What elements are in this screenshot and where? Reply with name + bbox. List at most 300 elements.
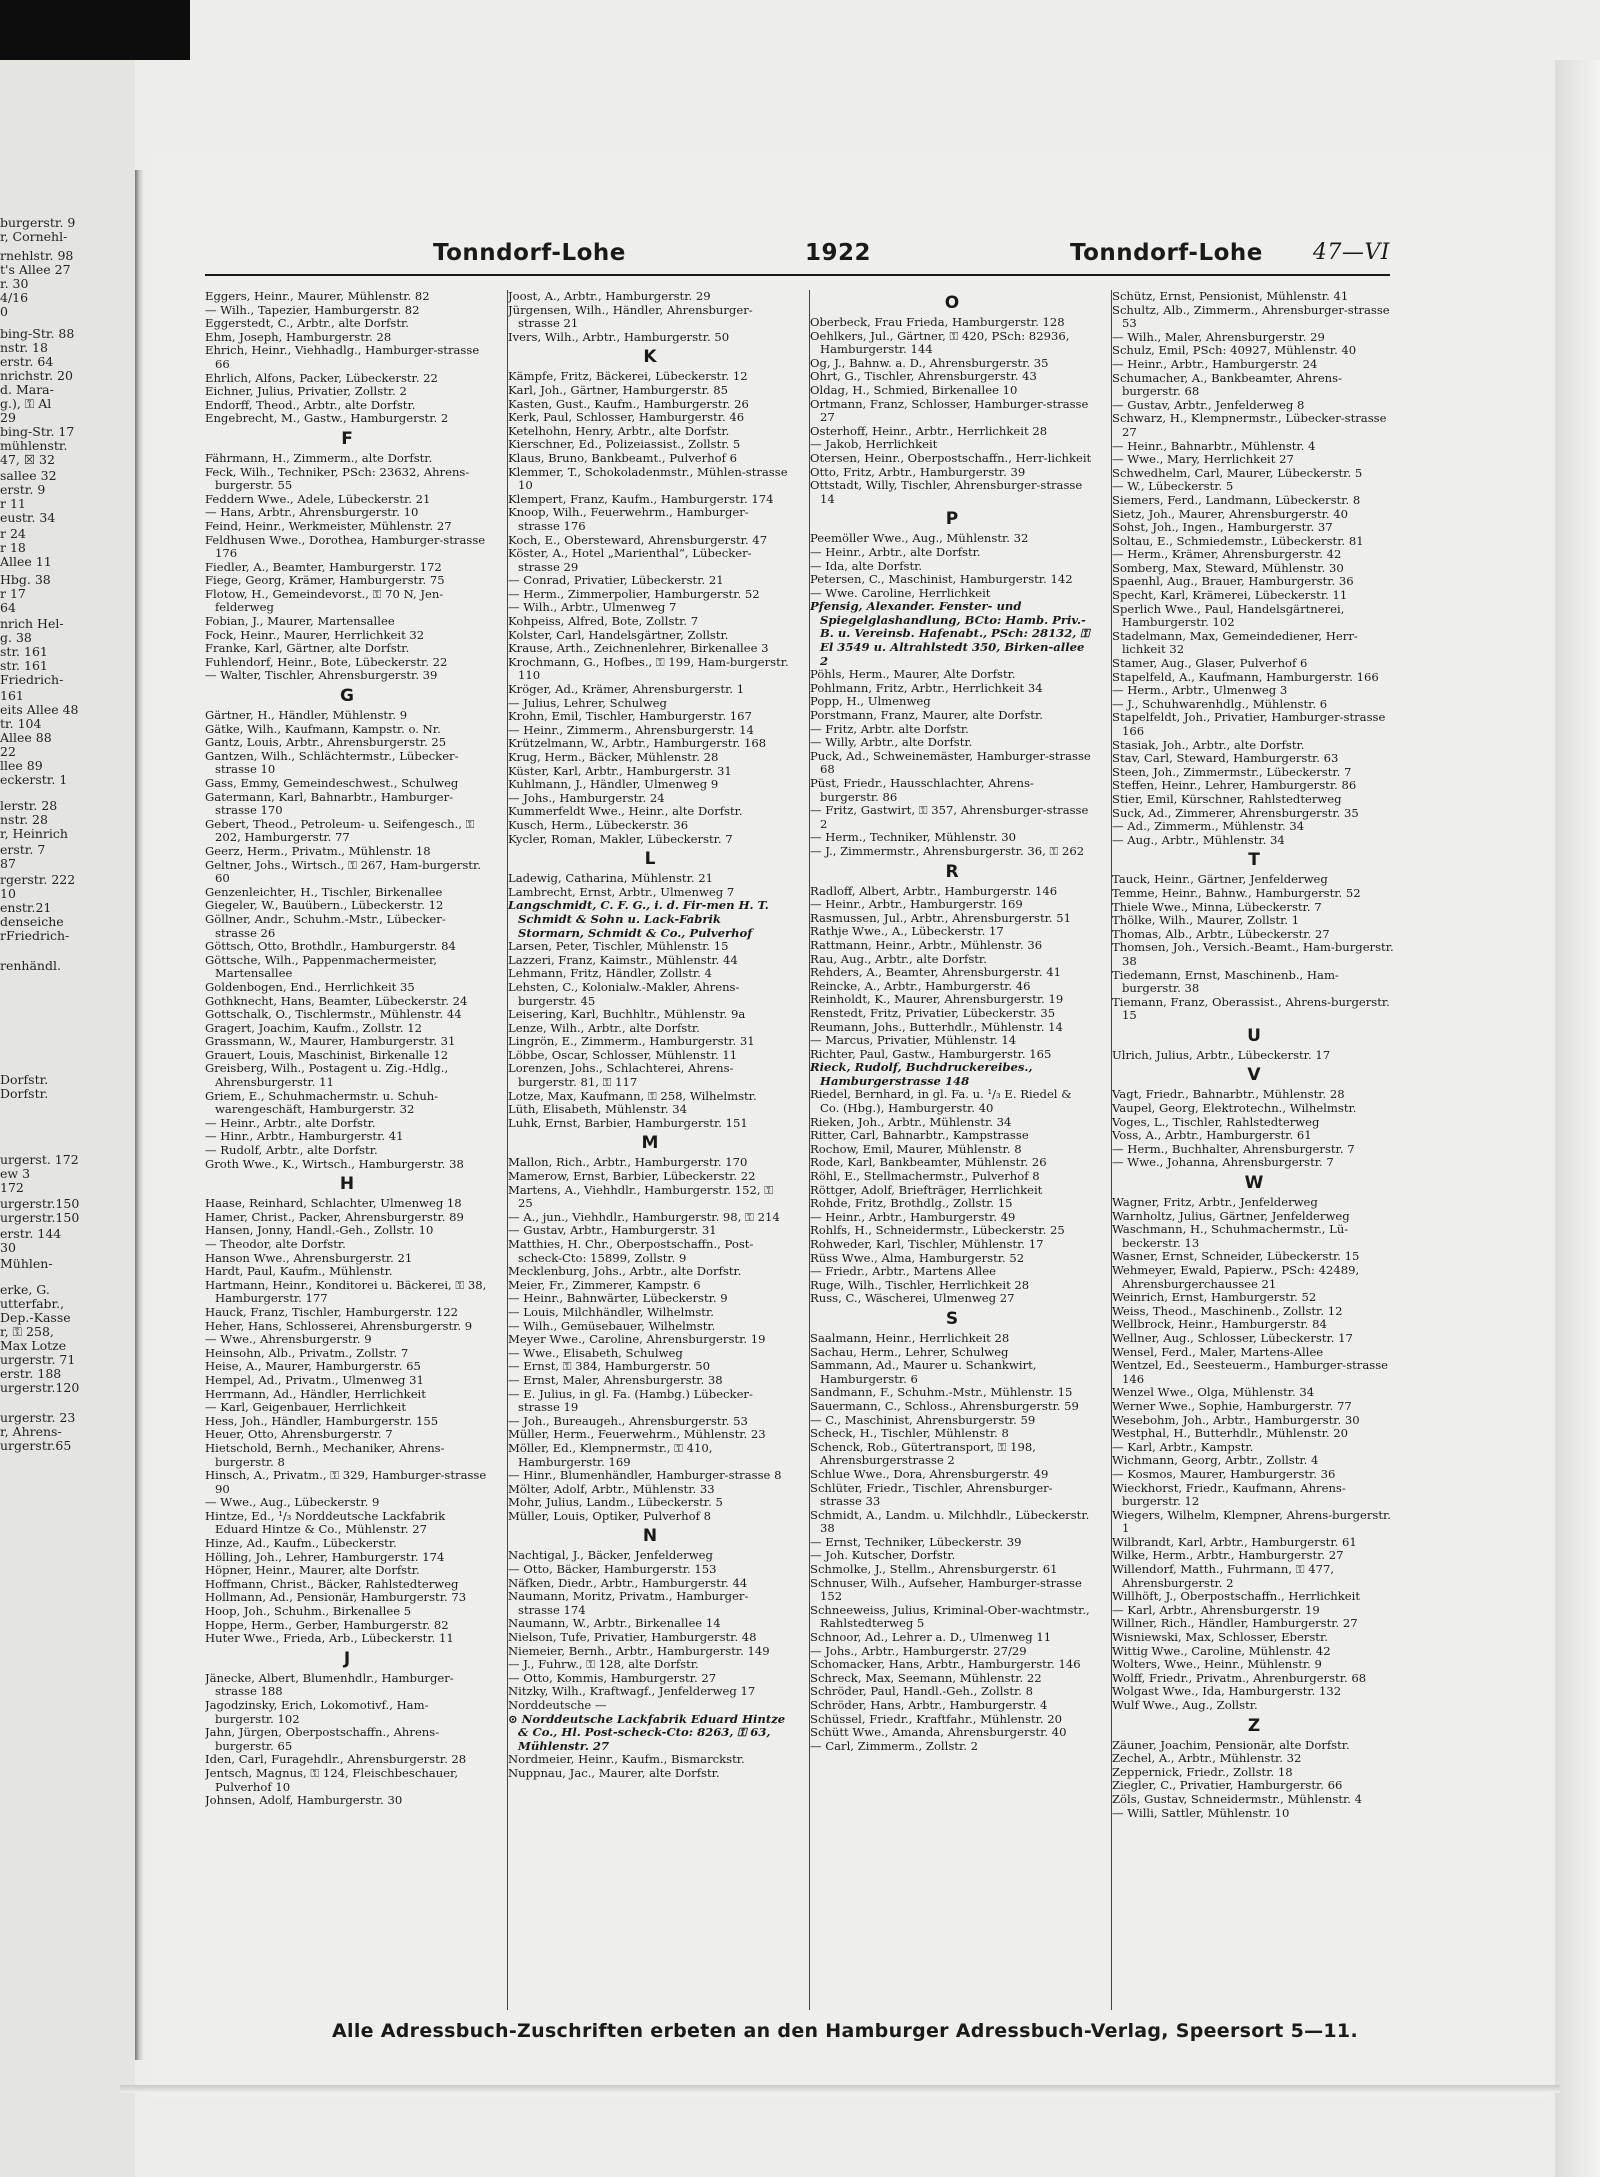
section-letter: W bbox=[1244, 1173, 1264, 1194]
directory-entry: Gass, Emmy, Gemeindeschwest., Schulweg bbox=[205, 776, 459, 790]
section-letter: U bbox=[1247, 1025, 1261, 1046]
directory-entry: — Rudolf, Arbtr., alte Dorfstr. bbox=[205, 1143, 378, 1158]
directory-entry: Stav, Carl, Steward, Hamburgerstr. 63 bbox=[1112, 751, 1339, 766]
directory-entry: Vagt, Friedr., Bahnarbtr., Mühlenstr. 28 bbox=[1112, 1087, 1345, 1102]
directory-entry: Knoop, Wilh., Feuerwehrm., Hamburger-strasse 176 bbox=[508, 505, 749, 533]
previous-page-fragment: erke, G. bbox=[0, 1282, 50, 1297]
previous-page-fragment: g. 38 bbox=[0, 630, 32, 645]
directory-entry: Jürgensen, Wilh., Händler, Ahrensburger-strasse 21 bbox=[508, 302, 753, 331]
previous-page-fragment: rnehlstr. 98 bbox=[0, 248, 74, 263]
directory-entry: Waschmann, H., Schuhmachermstr., Lü-beckerstr. 13 bbox=[1112, 1222, 1349, 1250]
directory-entry: Sachau, Herm., Lehrer, Schulweg bbox=[810, 1344, 1009, 1359]
previous-page-fragment: Dep.-Kasse bbox=[0, 1310, 71, 1325]
directory-entry: — J., Schuhwarenhdlg., Mühlenstr. 6 bbox=[1112, 696, 1328, 711]
directory-entry: Voss, A., Arbtr., Hamburgerstr. 61 bbox=[1112, 1128, 1312, 1143]
directory-entry: Nordmeier, Heinr., Kaufm., Bismarckstr. bbox=[508, 1752, 745, 1767]
directory-entry: — Kosmos, Maurer, Hamburgerstr. 36 bbox=[1112, 1466, 1336, 1481]
directory-entry: Ruge, Wilh., Tischler, Herrlichkeit 28 bbox=[810, 1277, 1030, 1292]
previous-page-fragment: renhändl. bbox=[0, 958, 61, 973]
directory-entry: Schüssel, Friedr., Kraftfahr., Mühlenstr. 20 bbox=[810, 1711, 1063, 1726]
directory-entry: Wellner, Aug., Schlosser, Lübeckerstr. 17 bbox=[1112, 1330, 1353, 1345]
directory-entry: Reincke, A., Arbtr., Hamburgerstr. 46 bbox=[810, 978, 1031, 993]
directory-entry: Ketelhohn, Henry, Arbtr., alte Dorfstr. bbox=[508, 423, 730, 438]
directory-entry: Niemeier, Bernh., Arbtr., Hamburgerstr. 149 bbox=[508, 1643, 770, 1658]
previous-page-fragment: 87 bbox=[0, 856, 16, 871]
previous-page-fragment: Dorfstr. bbox=[0, 1086, 49, 1101]
directory-entry: Voges, L., Tischler, Rahlstedterweg bbox=[1112, 1114, 1320, 1129]
directory-entry: Flotow, H., Gemeindevorst., ⚿ 70 N, Jen-felderweg bbox=[205, 586, 444, 615]
directory-entry: Geltner, Johs., Wirtsch., ⚿ 267, Ham-burgerstr. 60 bbox=[205, 857, 481, 886]
directory-entry: Hintze, Ed., ¹/₃ Norddeutsche Lackfabrik Eduard Hintze & Co., Mühlenstr. 27 bbox=[205, 1508, 446, 1537]
previous-page-fragment: nrich Hel- bbox=[0, 616, 64, 631]
column-1 bbox=[205, 290, 489, 2010]
directory-entry: Sohst, Joh., Ingen., Hamburgerstr. 37 bbox=[1112, 520, 1333, 535]
directory-entry: Gätke, Wilh., Kaufmann, Kampstr. o. Nr. bbox=[205, 721, 441, 736]
page-number: 47—VI bbox=[1312, 240, 1390, 265]
directory-entry: Krause, Arth., Zeichnenlehrer, Birkenallee 3 bbox=[508, 641, 769, 656]
directory-entry: Specht, Karl, Krämerei, Lübeckerstr. 11 bbox=[1112, 588, 1348, 603]
directory-entry: Sperlich Wwe., Paul, Handelsgärtnerei, Hamburgerstr. 102 bbox=[1112, 601, 1345, 630]
previous-page-fragment: eustr. 34 bbox=[0, 510, 56, 525]
directory-entry: Gebert, Theod., Petroleum- u. Seifengesch., ⚿ 202, Hamburgerstr. 77 bbox=[205, 816, 475, 845]
directory-entry: Grauert, Louis, Maschinist, Birkenalle 12 bbox=[205, 1047, 449, 1062]
directory-entry: — Hinr., Blumenhändler, Hamburger-strasse 8 bbox=[508, 1468, 782, 1483]
directory-entry: — Wwe., Elisabeth, Schulweg bbox=[508, 1345, 683, 1360]
directory-entry: Wilbrandt, Karl, Arbtr., Hamburgerstr. 61 bbox=[1112, 1534, 1357, 1549]
directory-entry: — Herm., Techniker, Mühlenstr. 30 bbox=[810, 830, 1017, 845]
directory-entry: Krug, Herm., Bäcker, Mühlenstr. 28 bbox=[508, 750, 719, 764]
directory-entry: — Theodor, alte Dorfstr. bbox=[205, 1237, 346, 1251]
directory-entry: Kröger, Ad., Krämer, Ahrensburgerstr. 1 bbox=[508, 682, 745, 697]
directory-entry: Löbbe, Oscar, Schlosser, Mühlenstr. 11 bbox=[508, 1047, 738, 1062]
directory-entry: Johnsen, Adolf, Hamburgerstr. 30 bbox=[205, 1793, 403, 1808]
directory-entry: — Fritz, Gastwirt, ⚿ 357, Ahrensburger-strasse 2 bbox=[810, 803, 1089, 831]
directory-entry: — Wilh., Arbtr., Ulmenweg 7 bbox=[508, 600, 677, 615]
directory-entry: Schröder, Hans, Arbtr., Hamburgerstr. 4 bbox=[810, 1698, 1048, 1712]
previous-page-fragment: 47, ☒ 32 bbox=[0, 452, 55, 467]
advertisement-entry: Rieck, Rudolf, Buchdruckereibes., Hamburgerstrasse 148 bbox=[810, 1060, 1033, 1088]
directory-entry: Hinze, Ad., Kaufm., Lübeckerstr. bbox=[205, 1536, 397, 1551]
directory-entry: Rode, Karl, Bankbeamter, Mühlenstr. 26 bbox=[810, 1155, 1047, 1170]
directory-entry: — Willi, Sattler, Mühlenstr. 10 bbox=[1112, 1805, 1290, 1820]
directory-entry: — C., Maschinist, Ahrensburgerstr. 59 bbox=[810, 1412, 1036, 1427]
directory-entry: — Wilh., Maler, Ahrensburgerstr. 29 bbox=[1112, 329, 1325, 344]
directory-entry: Gantz, Louis, Arbtr., Ahrensburgerstr. 25 bbox=[205, 735, 447, 750]
directory-entry: Rohde, Fritz, Brothdlg., Zollstr. 15 bbox=[810, 1196, 1013, 1211]
directory-entry: — J., Fuhrw., ⚿ 128, alte Dorfstr. bbox=[508, 1657, 699, 1672]
directory-entry: Schwedhelm, Carl, Maurer, Lübeckerstr. 5 bbox=[1112, 465, 1363, 480]
previous-page-fragment: r 11 bbox=[0, 496, 26, 511]
directory-entry: Gärtner, H., Händler, Mühlenstr. 9 bbox=[205, 708, 408, 723]
directory-entry: Stasiak, Joh., Arbtr., alte Dorfstr. bbox=[1112, 737, 1305, 752]
directory-entry: Lorenzen, Johs., Schlachterei, Ahrens-burgerstr. 81, ⚿ 117 bbox=[508, 1061, 734, 1090]
directory-entry: Schütz, Ernst, Pensionist, Mühlenstr. 41 bbox=[1112, 290, 1349, 303]
previous-page-fragment: rgerstr. 222 bbox=[0, 872, 76, 887]
directory-entry: Larsen, Peter, Tischler, Mühlenstr. 15 bbox=[508, 939, 729, 954]
directory-entry: Kycler, Roman, Makler, Lübeckerstr. 7 bbox=[508, 831, 733, 846]
previous-page-fragment: t's Allee 27 bbox=[0, 262, 71, 277]
directory-entry: Griem, E., Schuhmachermstr. u. Schuh-warengeschäft, Hamburgerstr. 32 bbox=[205, 1088, 439, 1117]
directory-entry: Saalmann, Heinr., Herrlichkeit 28 bbox=[810, 1330, 1010, 1345]
directory-entry: Rohlfs, H., Schneidermstr., Lübeckerstr. 25 bbox=[810, 1223, 1065, 1238]
directory-entry: — W., Lübeckerstr. 5 bbox=[1112, 479, 1234, 494]
previous-page-fragment: r, Cornehl- bbox=[0, 229, 68, 244]
directory-entry: Kasten, Gust., Kaufm., Hamburgerstr. 26 bbox=[508, 396, 749, 411]
previous-page-fragment: nstr. 28 bbox=[0, 812, 48, 827]
directory-entry: Fährmann, H., Zimmerm., alte Dorfstr. bbox=[205, 450, 433, 465]
directory-entry: — Herm., Krämer, Ahrensburgerstr. 42 bbox=[1112, 547, 1342, 562]
directory-columns bbox=[205, 290, 1395, 2010]
directory-entry: Hietschold, Bernh., Mechaniker, Ahrens-burgerstr. 8 bbox=[205, 1440, 445, 1469]
previous-page-fragment: r 18 bbox=[0, 540, 26, 555]
directory-entry: Sietz, Joh., Maurer, Ahrensburgerstr. 40 bbox=[1112, 506, 1349, 521]
previous-page-fragment: r, Ahrens- bbox=[0, 1424, 62, 1439]
directory-entry: Groth Wwe., K., Wirtsch., Hamburgerstr. 38 bbox=[205, 1156, 464, 1171]
directory-entry: — Wwe., Aug., Lübeckerstr. 9 bbox=[205, 1495, 380, 1510]
directory-entry: Wenzel Wwe., Olga, Mühlenstr. 34 bbox=[1112, 1385, 1315, 1400]
previous-page-fragment: urgerstr.65 bbox=[0, 1438, 72, 1453]
directory-entry: Eggers, Heinr., Maurer, Mühlenstr. 82 bbox=[205, 290, 430, 303]
section-letter: J bbox=[343, 1648, 351, 1669]
directory-entry: Wensel, Ferd., Maler, Martens-Allee bbox=[1112, 1344, 1324, 1359]
directory-entry: Leisering, Karl, Buchhltr., Mühlenstr. 9a bbox=[508, 1007, 746, 1022]
directory-entry: — Wwe., Mary, Herrlichkeit 27 bbox=[1112, 452, 1294, 467]
previous-page-fragment: urgerstr.120 bbox=[0, 1380, 80, 1395]
previous-page-fragment: mühlenstr. bbox=[0, 438, 68, 453]
directory-entry: Otto, Fritz, Arbtr., Hamburgerstr. 39 bbox=[810, 464, 1026, 479]
directory-entry: Feldhusen Wwe., Dorothea, Hamburger-strasse 176 bbox=[205, 532, 486, 561]
previous-page-fragment: r. 30 bbox=[0, 276, 29, 291]
directory-entry: Herrmann, Ad., Händler, Herrlichkeit bbox=[205, 1386, 426, 1401]
footer-notice: Alle Adressbuch-Zuschriften erbeten an den Hamburger Adressbuch-Verlag, Speersort 5—11. bbox=[332, 2020, 1358, 2042]
previous-page-fragment: llee 89 bbox=[0, 758, 43, 773]
directory-entry: Gottschalk, O., Tischlermstr., Mühlenstr. 44 bbox=[205, 1007, 462, 1022]
directory-entry: Vaupel, Georg, Elektrotechn., Wilhelmstr. bbox=[1112, 1101, 1357, 1116]
directory-entry: Wilke, Herm., Arbtr., Hamburgerstr. 27 bbox=[1112, 1548, 1344, 1563]
directory-entry: Lehmann, Fritz, Händler, Zollstr. 4 bbox=[508, 966, 712, 981]
directory-entry: Nachtigal, J., Bäcker, Jenfelderweg bbox=[508, 1548, 713, 1563]
section-letter: K bbox=[643, 347, 657, 368]
directory-entry: Naumann, Moritz, Privatm., Hamburger-strasse 174 bbox=[508, 1589, 749, 1617]
directory-entry: — Joh. Kutscher, Dorfstr. bbox=[810, 1548, 956, 1563]
previous-page-fragment: erstr. 144 bbox=[0, 1226, 62, 1241]
directory-entry: — Heinr., Arbtr., Hamburgerstr. 49 bbox=[810, 1209, 1016, 1224]
section-letter: S bbox=[945, 1308, 959, 1329]
directory-entry: Wagner, Fritz, Arbtr., Jenfelderweg bbox=[1112, 1195, 1318, 1210]
directory-entry: Lambrecht, Ernst, Arbtr., Ulmenweg 7 bbox=[508, 884, 735, 899]
directory-entry: Schmidt, A., Landm. u. Milchhdlr., Lübeckerstr. 38 bbox=[810, 1507, 1090, 1536]
directory-entry: — Johs., Arbtr., Hamburgerstr. 27/29 bbox=[810, 1643, 1027, 1658]
directory-entry: Wisniewski, Max, Schlosser, Eberstr. bbox=[1112, 1630, 1328, 1645]
directory-entry: Werner Wwe., Sophie, Hamburgerstr. 77 bbox=[1112, 1398, 1352, 1413]
directory-entry: Rehders, A., Beamter, Ahrensburgerstr. 41 bbox=[810, 965, 1061, 980]
directory-entry: Meyer Wwe., Caroline, Ahrensburgerstr. 19 bbox=[508, 1332, 766, 1347]
directory-entry: Schlüter, Friedr., Tischler, Ahrensburger-strasse 33 bbox=[810, 1480, 1053, 1509]
section-letter: M bbox=[641, 1133, 659, 1154]
directory-entry: Ziegler, C., Privatier, Hamburgerstr. 66 bbox=[1112, 1778, 1343, 1793]
directory-entry: Rochow, Emil, Maurer, Mühlenstr. 8 bbox=[810, 1141, 1022, 1156]
previous-page-fragment: urgerst. 172 bbox=[0, 1152, 79, 1167]
directory-entry: — Jakob, Herrlichkeit bbox=[810, 437, 938, 452]
previous-page-fragment: enstr.21 bbox=[0, 900, 52, 915]
previous-page-fragment: erstr. 7 bbox=[0, 842, 46, 857]
previous-page-fragment: denseiche bbox=[0, 914, 64, 929]
directory-entry: Kämpfe, Fritz, Bäckerei, Lübeckerstr. 12 bbox=[508, 369, 748, 384]
directory-entry: — Johs., Hamburgerstr. 24 bbox=[508, 790, 665, 805]
directory-entry: — Karl, Geigenbauer, Herrlichkeit bbox=[205, 1400, 407, 1415]
directory-entry: — Karl, Arbtr., Kampstr. bbox=[1112, 1439, 1254, 1454]
directory-entry: Sandmann, F., Schuhm.-Mstr., Mühlenstr. 15 bbox=[810, 1385, 1073, 1400]
directory-entry: Tiedemann, Ernst, Maschinenb., Ham-burgerstr. 38 bbox=[1112, 967, 1339, 996]
directory-entry: Feddern Wwe., Adele, Lübeckerstr. 21 bbox=[205, 491, 431, 506]
previous-page-fragment: erstr. 9 bbox=[0, 482, 46, 497]
directory-entry: Schenck, Rob., Gütertransport, ⚿ 198, Ahrensburgerstrasse 2 bbox=[810, 1439, 1036, 1468]
previous-page-fragment: g.), ⚿ Al bbox=[0, 396, 52, 411]
directory-entry: Heuer, Otto, Ahrensburgerstr. 7 bbox=[205, 1427, 393, 1442]
directory-entry: — Heinr., Arbtr., Hamburgerstr. 169 bbox=[810, 897, 1023, 912]
directory-entry: Hess, Joh., Händler, Hamburgerstr. 155 bbox=[205, 1413, 439, 1428]
directory-entry: Wolgast Wwe., Ida, Hamburgerstr. 132 bbox=[1112, 1684, 1342, 1699]
directory-entry: Franke, Karl, Gärtner, alte Dorfstr. bbox=[205, 641, 410, 656]
directory-entry: Feind, Heinr., Werkmeister, Mühlenstr. 27 bbox=[205, 518, 452, 533]
directory-entry: Joost, A., Arbtr., Hamburgerstr. 29 bbox=[508, 290, 711, 303]
directory-entry: Otersen, Heinr., Oberpostschaffn., Herr-lichkeit bbox=[810, 450, 1092, 465]
section-letter: O bbox=[944, 293, 960, 313]
directory-entry: Tiemann, Franz, Oberassist., Ahrens-burgerstr. 15 bbox=[1112, 994, 1390, 1023]
directory-entry: — Ida, alte Dorfstr. bbox=[810, 558, 923, 573]
column-4 bbox=[1111, 290, 1396, 2010]
directory-entry: Porstmann, Franz, Maurer, alte Dorfstr. bbox=[810, 708, 1043, 723]
previous-page-fragment: 10 bbox=[0, 886, 16, 901]
directory-entry: Zeppernick, Friedr., Zollstr. 18 bbox=[1112, 1764, 1293, 1779]
directory-entry: Puck, Ad., Schweinemäster, Hamburger-strasse 68 bbox=[810, 748, 1091, 777]
directory-entry: Ivers, Wilh., Arbtr., Hamburgerstr. 50 bbox=[508, 329, 730, 344]
directory-entry: Wittig Wwe., Caroline, Mühlenstr. 42 bbox=[1112, 1643, 1331, 1658]
directory-entry: Ortmann, Franz, Schlosser, Hamburger-strasse 27 bbox=[810, 396, 1089, 425]
directory-entry: Steffen, Heinr., Lehrer, Hamburgerstr. 86 bbox=[1112, 778, 1357, 793]
directory-entry: Eggerstedt, C., Arbtr., alte Dorfstr. bbox=[205, 316, 409, 331]
directory-entry: Thomsen, Joh., Versich.-Beamt., Ham-burgerstr. 38 bbox=[1112, 940, 1394, 968]
directory-entry: Lenze, Wilh., Arbtr., alte Dorfstr. bbox=[508, 1020, 700, 1035]
previous-page-fragment: rFriedrich- bbox=[0, 928, 70, 943]
directory-entry: Petersen, C., Maschinist, Hamburgerstr. 142 bbox=[810, 572, 1073, 587]
directory-entry: — Otto, Kommis, Hamburgerstr. 27 bbox=[508, 1670, 717, 1685]
directory-entry: Willhöft, J., Oberpostschaffn., Herrlichkeit bbox=[1112, 1589, 1361, 1604]
previous-page-fragment: 161 bbox=[0, 688, 24, 703]
column-3 bbox=[809, 290, 1094, 2010]
page-header bbox=[205, 240, 1390, 276]
previous-page-fragment: utterfabr., bbox=[0, 1296, 65, 1311]
directory-entry: Gatermann, Karl, Bahnarbtr., Hamburger-strasse 170 bbox=[205, 789, 454, 818]
directory-entry: Martens, A., Viehhdlr., Hamburgerstr. 152, ⚿ 25 bbox=[508, 1182, 774, 1211]
directory-entry: Stier, Emil, Kürschner, Rahlstedterweg bbox=[1112, 791, 1342, 806]
directory-entry: Klemmer, T., Schokoladenmstr., Mühlen-strasse 10 bbox=[508, 464, 788, 493]
directory-entry: Schröder, Paul, Handl.-Geh., Zollstr. 8 bbox=[810, 1684, 1034, 1699]
directory-entry: Wieckhorst, Friedr., Kaufmann, Ahrens-burgerstr. 12 bbox=[1112, 1480, 1346, 1509]
previous-page-fragment: sallee 32 bbox=[0, 468, 57, 483]
directory-entry: Möller, Ed., Klempnermstr., ⚿ 410, Hamburgerstr. 169 bbox=[508, 1440, 713, 1469]
previous-page-fragment: nstr. 18 bbox=[0, 340, 48, 355]
header-locality-left: Tonndorf-Lohe bbox=[433, 240, 626, 266]
directory-entry: Fock, Heinr., Maurer, Herrlichkeit 32 bbox=[205, 627, 425, 642]
previous-page-fragment: Allee 11 bbox=[0, 554, 52, 569]
directory-entry: Stapelfeld, A., Kaufmann, Hamburgerstr. 166 bbox=[1112, 669, 1379, 684]
directory-entry: Müller, Louis, Optiker, Pulverhof 8 bbox=[508, 1508, 711, 1523]
directory-entry: Stamer, Aug., Glaser, Pulverhof 6 bbox=[1112, 656, 1308, 671]
directory-entry: — Ad., Zimmerm., Mühlenstr. 34 bbox=[1112, 819, 1305, 834]
directory-entry: Nuppnau, Jac., Maurer, alte Dorfstr. bbox=[508, 1765, 720, 1780]
directory-entry: Mamerow, Ernst, Barbier, Lübeckerstr. 22 bbox=[508, 1169, 756, 1184]
previous-page-fragment: 64 bbox=[0, 600, 16, 615]
directory-entry: Stapelfeldt, Joh., Privatier, Hamburger-strasse 166 bbox=[1112, 710, 1386, 738]
previous-page-fragment: lerstr. 28 bbox=[0, 798, 58, 813]
directory-entry: Geerz, Herm., Privatm., Mühlenstr. 18 bbox=[205, 843, 431, 858]
directory-entry: Röhl, E., Stellmachermstr., Pulverhof 8 bbox=[810, 1169, 1040, 1184]
directory-entry: Tauck, Heinr., Gärtner, Jenfelderweg bbox=[1112, 872, 1328, 887]
directory-entry: Köster, A., Hotel „Marienthal“, Lübecker-strasse 29 bbox=[508, 546, 752, 574]
directory-entry: Gragert, Joachim, Kaufm., Zollstr. 12 bbox=[205, 1020, 422, 1035]
directory-entry: Suck, Ad., Zimmerer, Ahrensburgerstr. 35 bbox=[1112, 805, 1359, 820]
directory-entry: Reinholdt, K., Maurer, Ahrensburgerstr. 19 bbox=[810, 992, 1064, 1007]
directory-entry: Hinsch, A., Privatm., ⚿ 329, Hamburger-strasse 90 bbox=[205, 1468, 487, 1496]
directory-entry: — Ernst, ⚿ 384, Hamburgerstr. 50 bbox=[508, 1359, 711, 1374]
directory-entry: Hartmann, Heinr., Konditorei u. Bäckerei, ⚿ 38, Hamburgerstr. 177 bbox=[205, 1277, 487, 1306]
advertisement-entry: Langschmidt, C. F. G., i. d. Fir-men H. T. Schmidt & Sohn u. Lack-Fabrik Stormarn, Schmidt & Co., Pulverhof bbox=[508, 898, 769, 940]
previous-page-fragment: 30 bbox=[0, 1240, 16, 1255]
directory-entry: Heher, Hans, Schlosserei, Ahrensburgerstr. 9 bbox=[205, 1318, 473, 1333]
directory-entry: — Heinr., Arbtr., alte Dorfstr. bbox=[810, 544, 981, 559]
directory-entry: — Louis, Milchhändler, Wilhelmstr. bbox=[508, 1304, 714, 1319]
previous-page-fragment: r 24 bbox=[0, 526, 26, 541]
previous-page-fragment: bing-Str. 17 bbox=[0, 424, 75, 439]
directory-entry: Greisberg, Wilh., Postagent u. Zig.-Hdlg., Ahrensburgerstr. 11 bbox=[205, 1061, 449, 1090]
directory-entry: Schnuser, Wilh., Aufseher, Hamburger-strasse 152 bbox=[810, 1575, 1082, 1604]
directory-entry: — Julius, Lehrer, Schulweg bbox=[508, 695, 667, 710]
previous-page-edge bbox=[0, 60, 135, 2177]
directory-entry: Willendorf, Matth., Fuhrmann, ⚿ 477, Ahrensburgerstr. 2 bbox=[1112, 1562, 1335, 1590]
directory-entry: — Aug., Arbtr., Mühlenstr. 34 bbox=[1112, 832, 1285, 847]
directory-entry: Temme, Heinr., Bahnw., Hamburgerstr. 52 bbox=[1112, 885, 1361, 900]
directory-entry: — Heinr., Bahnarbtr., Mühlenstr. 4 bbox=[1112, 438, 1316, 453]
previous-page-fragment: 4/16 bbox=[0, 290, 29, 305]
advertisement-entry: Pfensig, Alexander. Fenster- und Spiegelglashandlung, BCto: Hamb. Priv.-B. u. Vereinsb. Hafenabt., PSch: 28132, ⚿ El 3549 u. Altrahlstedt 350, Birken-allee 2 bbox=[810, 599, 1090, 668]
previous-page-fragment: urgerstr. 23 bbox=[0, 1410, 76, 1425]
directory-entry: Jentsch, Magnus, ⚿ 124, Fleischbeschauer, Pulverhof 10 bbox=[205, 1765, 458, 1794]
section-letter: P bbox=[945, 509, 959, 530]
directory-entry: — Herm., Arbtr., Ulmenweg 3 bbox=[1112, 683, 1288, 698]
directory-entry: Krohn, Emil, Tischler, Hamburgerstr. 167 bbox=[508, 709, 752, 724]
directory-entry: Iden, Carl, Furagehdlr., Ahrensburgerstr. 28 bbox=[205, 1752, 467, 1767]
directory-entry: Fiege, Georg, Krämer, Hamburgerstr. 75 bbox=[205, 573, 445, 588]
directory-entry: Meier, Fr., Zimmerer, Kampstr. 6 bbox=[508, 1277, 701, 1292]
directory-entry: Scheck, H., Tischler, Mühlenstr. 8 bbox=[810, 1426, 1009, 1441]
directory-entry: Somberg, Max, Steward, Mühlenstr. 30 bbox=[1112, 560, 1344, 575]
directory-entry: Kohpeiss, Alfred, Bote, Zollstr. 7 bbox=[508, 614, 699, 629]
directory-entry: Schumacher, A., Bankbeamter, Ahrens-burgerstr. 68 bbox=[1112, 370, 1343, 399]
previous-page-fragment: Mühlen- bbox=[0, 1256, 53, 1271]
directory-entry: Wiegers, Wilhelm, Klempner, Ahrens-burgerstr. 1 bbox=[1112, 1507, 1391, 1536]
previous-page-fragment: urgerstr.150 bbox=[0, 1210, 80, 1225]
section-letter: F bbox=[341, 428, 353, 449]
directory-entry: Rüss Wwe., Alma, Hamburgerstr. 52 bbox=[810, 1250, 1025, 1265]
directory-entry: Hamer, Christ., Packer, Ahrensburgerstr. 89 bbox=[205, 1209, 464, 1224]
directory-entry: Kerk, Paul, Schlosser, Hamburgerstr. 46 bbox=[508, 410, 745, 425]
directory-entry: Rohweder, Karl, Tischler, Mühlenstr. 17 bbox=[810, 1237, 1044, 1251]
directory-entry: — Hinr., Arbtr., Hamburgerstr. 41 bbox=[205, 1129, 404, 1144]
directory-entry: Schultz, Alb., Zimmerm., Ahrensburger-strasse 53 bbox=[1112, 302, 1390, 331]
directory-entry: Zäuner, Joachim, Pensionär, alte Dorfstr. bbox=[1112, 1737, 1350, 1752]
directory-entry: Oehlkers, Jul., Gärtner, ⚿ 420, PSch: 82936, Hamburgerstr. 144 bbox=[810, 328, 1070, 357]
column-2 bbox=[507, 290, 792, 2010]
previous-page-fragment: Friedrich- bbox=[0, 672, 64, 687]
directory-entry: — Wilh., Tapezier, Hamburgerstr. 82 bbox=[205, 302, 420, 317]
header-locality-right: Tonndorf-Lohe bbox=[1070, 240, 1263, 266]
directory-entry: Wichmann, Georg, Arbtr., Zollstr. 4 bbox=[1112, 1453, 1319, 1468]
directory-entry: Naumann, W., Arbtr., Birkenallee 14 bbox=[508, 1616, 721, 1631]
directory-entry: Genzenleichter, H., Tischler, Birkenallee bbox=[205, 884, 443, 899]
directory-entry: Wentzel, Ed., Seesteuerm., Hamburger-strasse 146 bbox=[1112, 1358, 1389, 1386]
previous-page-fragment: erstr. 188 bbox=[0, 1366, 62, 1381]
previous-page-fragment: Max Lotze bbox=[0, 1338, 67, 1353]
directory-entry: Lüth, Elisabeth, Mühlenstr. 34 bbox=[508, 1102, 688, 1117]
previous-page-fragment: 0 bbox=[0, 304, 8, 319]
directory-entry: — Marcus, Privatier, Mühlenstr. 14 bbox=[810, 1033, 1017, 1048]
directory-entry: Kuhlmann, J., Händler, Ulmenweg 9 bbox=[508, 777, 719, 792]
section-letter: H bbox=[339, 1174, 355, 1195]
directory-entry: Thiele Wwe., Minna, Lübeckerstr. 7 bbox=[1112, 899, 1322, 914]
directory-entry: — Ernst, Maler, Ahrensburgerstr. 38 bbox=[508, 1372, 723, 1387]
directory-entry: Fuhlendorf, Heinr., Bote, Lübeckerstr. 22 bbox=[205, 654, 448, 669]
directory-entry: — Joh., Bureaugeh., Ahrensburgerstr. 53 bbox=[508, 1413, 748, 1428]
book-gutter bbox=[135, 170, 143, 2060]
directory-entry: — Karl, Arbtr., Ahrensburgerstr. 19 bbox=[1112, 1602, 1320, 1617]
directory-entry: Fobian, J., Maurer, Martensallee bbox=[205, 614, 395, 629]
directory-entry: Oberbeck, Frau Frieda, Hamburgerstr. 128 bbox=[810, 315, 1065, 329]
directory-entry: Nielson, Tufe, Privatier, Hamburgerstr. 48 bbox=[508, 1630, 757, 1645]
directory-entry: Mallon, Rich., Arbtr., Hamburgerstr. 170 bbox=[508, 1155, 748, 1170]
directory-entry: Renstedt, Fritz, Privatier, Lübeckerstr. 35 bbox=[810, 1005, 1056, 1020]
directory-entry: Westphal, H., Butterhdlr., Mühlenstr. 20 bbox=[1112, 1426, 1348, 1441]
section-letter: V bbox=[1247, 1065, 1261, 1086]
directory-entry: Reumann, Johs., Butterhdlr., Mühlenstr. 14 bbox=[810, 1019, 1063, 1034]
directory-entry: Heise, A., Maurer, Hamburgerstr. 65 bbox=[205, 1359, 421, 1374]
previous-page-fragment: burgerstr. 9 bbox=[0, 215, 76, 230]
directory-entry: — Willy, Arbtr., alte Dorfstr. bbox=[810, 735, 973, 750]
directory-entry: Klaus, Bruno, Bankbeamt., Pulverhof 6 bbox=[508, 450, 737, 465]
directory-entry: Wehmeyer, Ewald, Papierw., PSch: 42489, Ahrensburgerchaussee 21 bbox=[1112, 1263, 1360, 1291]
directory-entry: — Herm., Zimmerpolier, Hamburgerstr. 52 bbox=[508, 586, 760, 601]
directory-entry: Jahn, Jürgen, Oberpostschaffn., Ahrens-burgerstr. 65 bbox=[205, 1725, 440, 1753]
directory-entry: Göttsch, Otto, Brothdlr., Hamburgerstr. 84 bbox=[205, 939, 456, 954]
directory-entry: Hölling, Joh., Lehrer, Hamburgerstr. 174 bbox=[205, 1549, 445, 1564]
directory-entry: Heinsohn, Alb., Privatm., Zollstr. 7 bbox=[205, 1345, 409, 1360]
directory-entry: Ottstadt, Willy, Tischler, Ahrensburger-strasse 14 bbox=[810, 478, 1083, 506]
directory-entry: Schulz, Emil, PSch: 40927, Mühlenstr. 40 bbox=[1112, 343, 1357, 358]
directory-entry: Mecklenburg, Johs., Arbtr., alte Dorfstr. bbox=[508, 1264, 742, 1279]
directory-entry: Og, J., Bahnw. a. D., Ahrensburgerstr. 35 bbox=[810, 355, 1049, 370]
previous-page-fragment: eckerstr. 1 bbox=[0, 772, 68, 787]
directory-entry: Warnholtz, Julius, Gärtner, Jenfelderweg bbox=[1112, 1208, 1350, 1223]
directory-entry: Eichner, Julius, Privatier, Zollstr. 2 bbox=[205, 384, 407, 399]
directory-entry: Stadelmann, Max, Gemeindediener, Herr-lichkeit 32 bbox=[1112, 628, 1358, 657]
directory-entry: Giegeler, W., Bauübern., Lübeckerstr. 12 bbox=[205, 898, 444, 913]
directory-entry: — Heinr., Zimmerm., Ahrensburgerstr. 14 bbox=[508, 722, 754, 737]
directory-entry: Sammann, Ad., Maurer u. Schankwirt, Hamburgerstr. 6 bbox=[810, 1358, 1037, 1386]
directory-entry: Schnoor, Ad., Lehrer a. D., Ulmenweg 11 bbox=[810, 1630, 1052, 1645]
directory-entry: Kierschner, Ed., Polizeiassist., Zollstr. 5 bbox=[508, 437, 741, 452]
directory-entry: Thölke, Wilh., Maurer, Zollstr. 1 bbox=[1112, 913, 1300, 928]
previous-page-fragment: urgerstr.150 bbox=[0, 1196, 80, 1211]
